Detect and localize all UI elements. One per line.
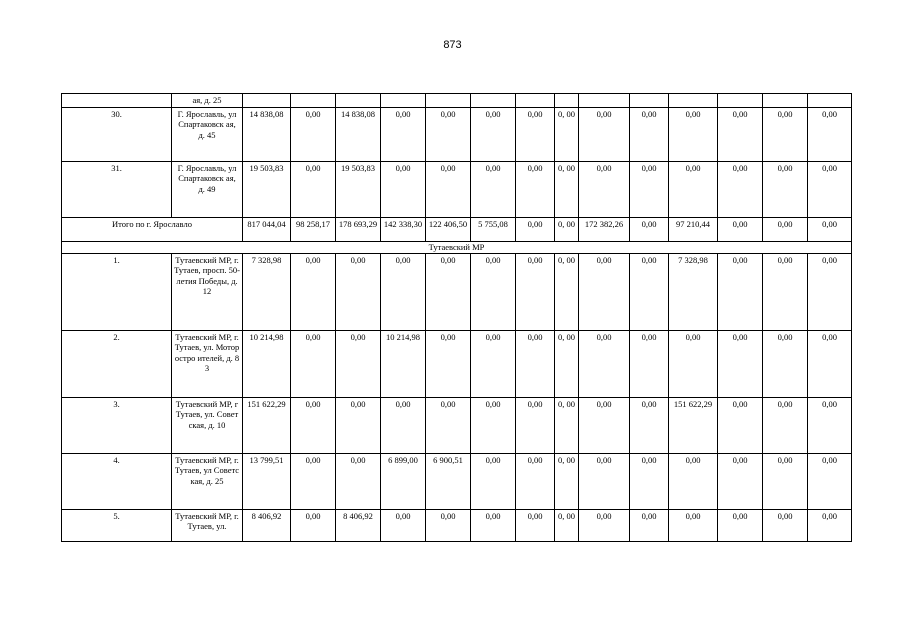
address-cell: Тутаевский МР, г. Тутаев, просп. 50-летия Победы, д. 12	[172, 253, 243, 330]
value-cell: 0,00	[471, 107, 516, 161]
value-cell	[763, 94, 808, 108]
value-cell	[336, 94, 381, 108]
value-cell: 0,00	[516, 107, 555, 161]
value-cell: 0, 00	[555, 161, 579, 217]
value-cell: 13 799,51	[243, 453, 291, 509]
value-cell: 0,00	[630, 161, 669, 217]
value-cell: 0,00	[630, 253, 669, 330]
value-cell	[669, 94, 718, 108]
value-cell: 0,00	[763, 397, 808, 453]
value-cell: 0,00	[669, 161, 718, 217]
value-cell: 0,00	[763, 253, 808, 330]
value-cell: 142 338,30	[381, 217, 426, 241]
value-cell: 0,00	[336, 253, 381, 330]
value-cell: 19 503,83	[336, 161, 381, 217]
address-cell: Тутаевский МР, г. Тутаев, ул.	[172, 509, 243, 541]
value-cell: 0,00	[579, 330, 630, 397]
value-cell: 0,00	[808, 107, 852, 161]
value-cell: 0,00	[630, 397, 669, 453]
value-cell: 0,00	[763, 217, 808, 241]
value-cell	[381, 94, 426, 108]
value-cell	[243, 94, 291, 108]
value-cell: 0,00	[336, 453, 381, 509]
value-cell: 0,00	[763, 161, 808, 217]
table-row	[62, 397, 852, 453]
value-cell: 0,00	[471, 453, 516, 509]
value-cell: 0,00	[471, 397, 516, 453]
value-cell: 0, 00	[555, 453, 579, 509]
value-cell: 6 900,51	[426, 453, 471, 509]
value-cell: 97 210,44	[669, 217, 718, 241]
value-cell: 0,00	[718, 509, 763, 541]
value-cell: 5 755,08	[471, 217, 516, 241]
value-cell: 0,00	[516, 397, 555, 453]
address-cell: Г. Ярославль, ул Спартаковск ая, д. 45	[172, 107, 243, 161]
value-cell: 0,00	[516, 217, 555, 241]
value-cell	[555, 94, 579, 108]
total-label-cell: Итого по г. Ярославло	[62, 217, 243, 241]
value-cell: 0,00	[579, 107, 630, 161]
value-cell: 172 382,26	[579, 217, 630, 241]
value-cell: 0,00	[808, 217, 852, 241]
value-cell: 0,00	[763, 509, 808, 541]
value-cell	[718, 94, 763, 108]
value-cell: 0,00	[291, 161, 336, 217]
value-cell: 0,00	[426, 397, 471, 453]
housing-register-table	[61, 93, 852, 542]
value-cell: 0,00	[808, 453, 852, 509]
value-cell	[516, 94, 555, 108]
section-title: Тутаевский МР	[62, 241, 852, 253]
value-cell	[808, 94, 852, 108]
row-number-cell: 2.	[62, 330, 172, 397]
value-cell: 151 622,29	[669, 397, 718, 453]
address-cell: Г. Ярославль, ул Спартаковск ая, д. 49	[172, 161, 243, 217]
value-cell: 0,00	[763, 453, 808, 509]
value-cell: 0,00	[718, 330, 763, 397]
row-number-cell: 31.	[62, 161, 172, 217]
section-header-row	[62, 241, 852, 253]
value-cell: 151 622,29	[243, 397, 291, 453]
value-cell: 0,00	[471, 253, 516, 330]
value-cell: 817 044,04	[243, 217, 291, 241]
value-cell: 0, 00	[555, 253, 579, 330]
value-cell: 0,00	[336, 330, 381, 397]
value-cell: 0,00	[669, 453, 718, 509]
value-cell: 19 503,83	[243, 161, 291, 217]
table-row	[62, 107, 852, 161]
table-row	[62, 253, 852, 330]
value-cell: 122 406,50	[426, 217, 471, 241]
value-cell: 0,00	[291, 453, 336, 509]
table-row	[62, 161, 852, 217]
value-cell: 0,00	[718, 453, 763, 509]
address-cell: Тутаевский МР, г. Тутаев, ул Советская, д. 25	[172, 453, 243, 509]
value-cell: 0,00	[763, 107, 808, 161]
row-number-cell: 30.	[62, 107, 172, 161]
value-cell: 0,00	[630, 509, 669, 541]
value-cell: 0,00	[669, 330, 718, 397]
table-row	[62, 453, 852, 509]
value-cell: 0,00	[808, 509, 852, 541]
value-cell: 0,00	[291, 509, 336, 541]
address-cell: Тутаевский МР, г Тутаев, ул. Советская, д. 10	[172, 397, 243, 453]
value-cell: 10 214,98	[243, 330, 291, 397]
value-cell: 0,00	[471, 509, 516, 541]
value-cell: 0,00	[808, 161, 852, 217]
value-cell: 0, 00	[555, 397, 579, 453]
value-cell: 0,00	[381, 161, 426, 217]
value-cell: 0,00	[718, 161, 763, 217]
value-cell	[579, 94, 630, 108]
value-cell: 0,00	[718, 107, 763, 161]
value-cell: 0,00	[579, 161, 630, 217]
value-cell: 0,00	[718, 253, 763, 330]
value-cell: 0,00	[718, 217, 763, 241]
value-cell: 0,00	[516, 453, 555, 509]
value-cell: 0,00	[426, 509, 471, 541]
value-cell: 98 258,17	[291, 217, 336, 241]
value-cell: 0,00	[579, 397, 630, 453]
value-cell: 0,00	[381, 253, 426, 330]
value-cell: 0,00	[291, 253, 336, 330]
value-cell: 14 838,08	[243, 107, 291, 161]
value-cell: 7 328,98	[669, 253, 718, 330]
table-row	[62, 330, 852, 397]
total-row	[62, 217, 852, 241]
value-cell: 0,00	[630, 217, 669, 241]
value-cell	[471, 94, 516, 108]
value-cell: 0,00	[426, 253, 471, 330]
value-cell: 6 899,00	[381, 453, 426, 509]
value-cell: 0,00	[630, 330, 669, 397]
value-cell	[630, 94, 669, 108]
value-cell: 0,00	[291, 330, 336, 397]
value-cell: 0,00	[381, 107, 426, 161]
value-cell: 0, 00	[555, 107, 579, 161]
value-cell: 8 406,92	[336, 509, 381, 541]
value-cell: 0,00	[669, 107, 718, 161]
value-cell: 0,00	[516, 330, 555, 397]
value-cell: 0,00	[669, 509, 718, 541]
address-cell: ая, д. 25	[172, 94, 243, 108]
value-cell: 0,00	[579, 453, 630, 509]
value-cell: 0,00	[381, 397, 426, 453]
value-cell: 0,00	[808, 330, 852, 397]
value-cell: 8 406,92	[243, 509, 291, 541]
value-cell: 0,00	[808, 253, 852, 330]
value-cell: 0,00	[381, 509, 426, 541]
value-cell: 0,00	[471, 330, 516, 397]
value-cell: 0, 00	[555, 509, 579, 541]
value-cell	[426, 94, 471, 108]
value-cell	[291, 94, 336, 108]
value-cell: 0,00	[808, 397, 852, 453]
value-cell: 0,00	[426, 330, 471, 397]
row-number-cell: 3.	[62, 397, 172, 453]
value-cell: 0,00	[516, 161, 555, 217]
value-cell: 10 214,98	[381, 330, 426, 397]
value-cell: 0,00	[630, 107, 669, 161]
value-cell: 0, 00	[555, 330, 579, 397]
value-cell: 0,00	[426, 107, 471, 161]
row-number-cell: 5.	[62, 509, 172, 541]
value-cell: 0,00	[471, 161, 516, 217]
table-row	[62, 509, 852, 541]
value-cell: 0,00	[516, 253, 555, 330]
value-cell: 0,00	[291, 107, 336, 161]
table-row-continuation	[62, 94, 852, 108]
value-cell: 0,00	[630, 453, 669, 509]
value-cell: 0,00	[579, 509, 630, 541]
row-number-cell: 1.	[62, 253, 172, 330]
value-cell: 7 328,98	[243, 253, 291, 330]
value-cell: 0, 00	[555, 217, 579, 241]
value-cell: 178 693,29	[336, 217, 381, 241]
value-cell: 0,00	[516, 509, 555, 541]
value-cell: 0,00	[291, 397, 336, 453]
value-cell: 14 838,08	[336, 107, 381, 161]
value-cell: 0,00	[336, 397, 381, 453]
value-cell: 0,00	[718, 397, 763, 453]
value-cell: 0,00	[426, 161, 471, 217]
row-number-cell	[62, 94, 172, 108]
value-cell: 0,00	[763, 330, 808, 397]
row-number-cell: 4.	[62, 453, 172, 509]
page-number: 873	[443, 39, 462, 51]
address-cell: Тутаевский МР, г. Тутаев, ул. Моторостро ителей, д. 83	[172, 330, 243, 397]
value-cell: 0,00	[579, 253, 630, 330]
